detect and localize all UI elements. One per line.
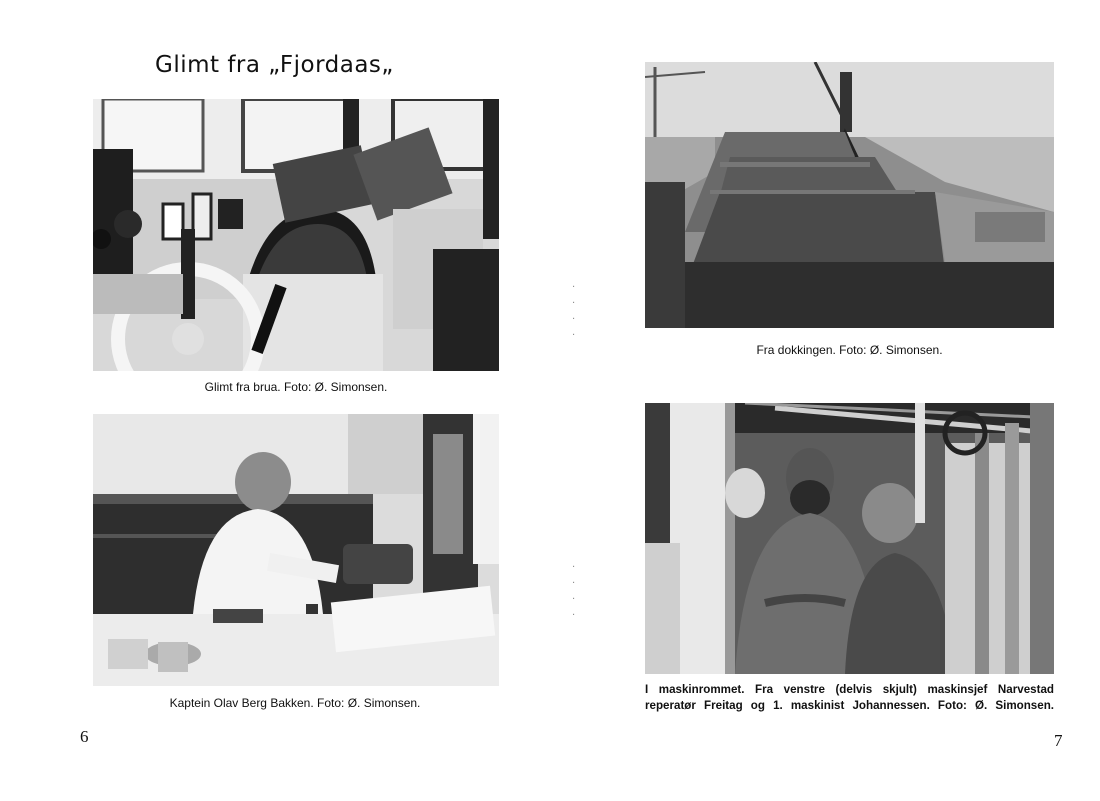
captain-photo-image [93,414,499,686]
docking-photo [645,62,1054,328]
docking-photo-image [645,62,1054,328]
engine-room-photo-image [645,403,1054,674]
bridge-photo-caption: Glimt fra brua. Foto: Ø. Simonsen. [204,380,388,394]
page-number-left: 6 [80,727,89,746]
engine-room-caption-line-2: reperatør Freitag og 1. maskinist Johannessen. Foto: Ø. Simonsen. [645,699,1054,712]
page-number-right: 7 [1054,731,1063,750]
bridge-photo-image [93,99,499,371]
gutter-marks-bottom: · · · · [572,562,576,621]
engine-room-photo [645,403,1054,674]
captain-photo-caption: Kaptein Olav Berg Bakken. Foto: Ø. Simonsen. [169,696,421,710]
bridge-photo [93,99,499,371]
engine-room-photo-caption [645,682,1054,714]
engine-room-caption-line-1: I maskinrommet. Fra venstre (delvis skjult) maskinsjef Narvestad [645,683,1054,696]
page-title: Glimt fra „Fjordaas„ [155,52,394,78]
docking-photo-caption: Fra dokkingen. Foto: Ø. Simonsen. [756,343,943,357]
gutter-marks-top: · · · · [572,282,576,341]
captain-photo [93,414,499,686]
